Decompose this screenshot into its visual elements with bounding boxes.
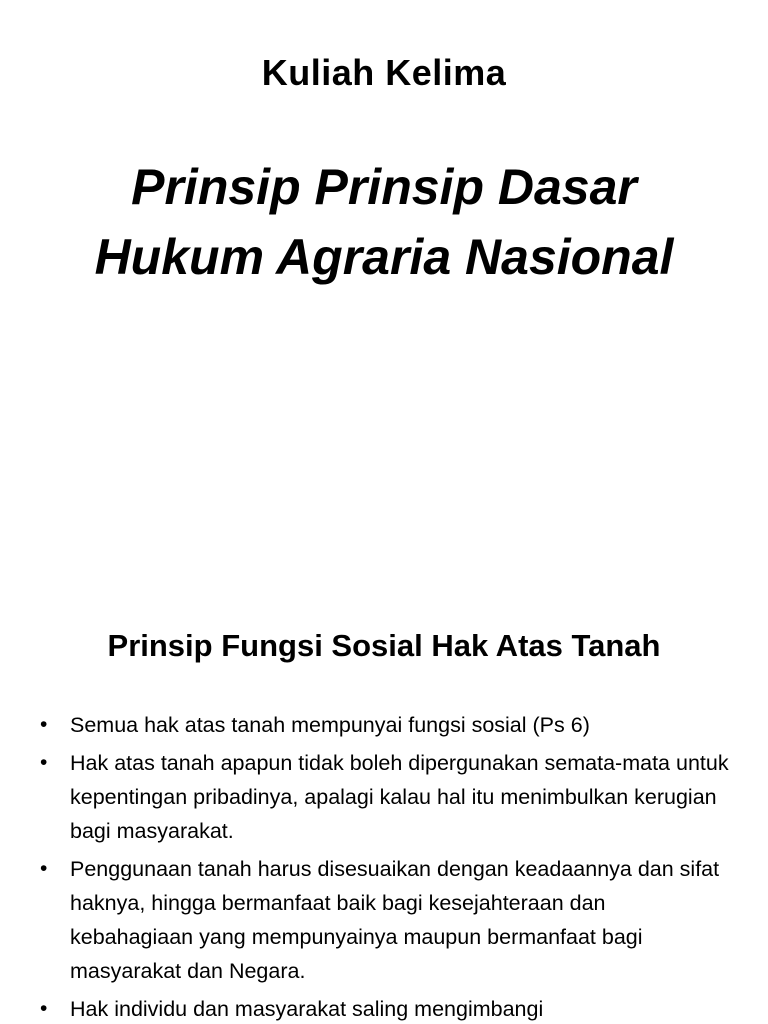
slide-title [0,152,768,292]
bullet-icon: • [40,997,48,1020]
lecture-subtitle: Kuliah Kelima [261,52,507,93]
list-item [40,746,730,848]
slide-title-line-1: Prinsip Prinsip Dasar [131,159,637,215]
list-item [40,708,730,742]
list-item-text: Hak individu dan masyarakat saling mengimbangi [70,997,544,1021]
bullet-icon: • [40,857,48,880]
list-item [40,852,730,988]
bullet-icon: • [40,713,48,736]
slide-title-line-2: Hukum Agraria Nasional [94,229,674,285]
bullet-icon: • [40,751,48,774]
bullet-list [40,708,730,1024]
list-item-text: Hak atas tanah apapun tidak boleh dipergunakan semata-mata untuk kepentingan pribadinya, apalagi kalau hal itu menimbulkan kerugian bagi masyarakat. [70,751,729,843]
list-item [40,992,730,1024]
list-item-text: Penggunaan tanah harus disesuaikan dengan keadaannya dan sifat haknya, hingga bermanfaat baik bagi kesejahteraan dan kebahagiaan yang mempunyainya maupun bermanfaat bagi masyarakat dan Negara. [70,857,720,983]
list-item-text: Semua hak atas tanah mempunyai fungsi sosial (Ps 6) [70,713,590,737]
section-title: Prinsip Fungsi Sosial Hak Atas Tanah [107,628,661,663]
